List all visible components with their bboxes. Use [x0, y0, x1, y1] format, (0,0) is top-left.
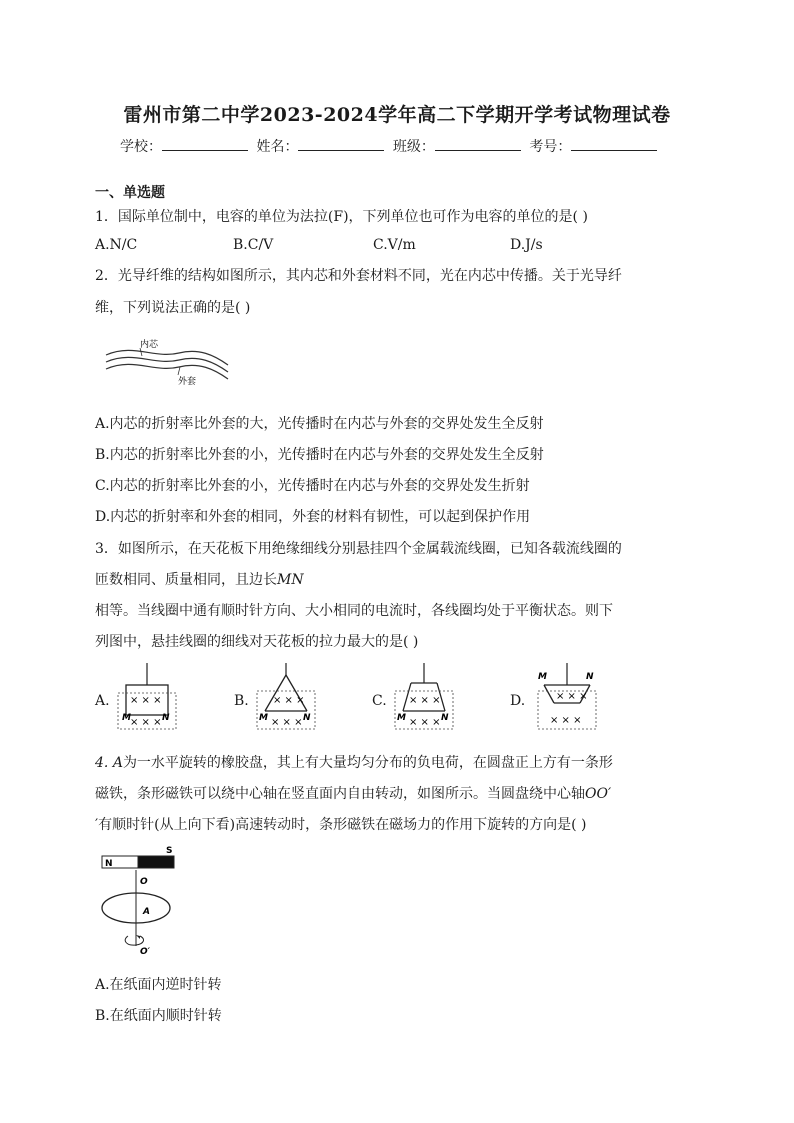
q2-option-a: A.内芯的折射率比外套的大，光传播时在内芯与外套的交界处发生全反射 — [95, 416, 544, 432]
section-heading: 一、单选题 — [95, 185, 165, 201]
school-blank[interactable] — [162, 138, 248, 151]
q3-label-c: C. — [372, 693, 387, 709]
q2-option-c: C.内芯的折射率比外套的小，光传播时在内芯与外套的交界处发生折射 — [95, 478, 530, 494]
q4-magnet-disk-figure — [100, 842, 180, 958]
q2-stem-line2: 维，下列说法正确的是( ) — [95, 300, 251, 316]
class-label: 班级： — [392, 139, 435, 155]
q3c-cross-top: × × × — [409, 695, 441, 706]
class-blank[interactable] — [435, 138, 521, 151]
q3b-n-label: N — [303, 713, 311, 723]
disk-a-label: A — [143, 907, 150, 917]
q2-option-b: B.内芯的折射率比外套的小，光传播时在内芯与外套的交界处发生全反射 — [95, 447, 544, 463]
q4-option-a: A.在纸面内逆时针转 — [95, 977, 222, 993]
q4-oo-symbol: OO′ — [585, 786, 612, 802]
q3a-m-label: M — [122, 713, 131, 723]
q3c-cross-bottom: × × × — [409, 717, 441, 728]
q3b-cross-top: × × × — [273, 695, 305, 706]
student-info-line — [120, 136, 661, 156]
q3d-m-label: M — [538, 672, 547, 682]
q3-label-b: B. — [234, 693, 249, 709]
q3-figure-d — [534, 663, 600, 735]
fig-cladding-label: 外套 — [178, 377, 197, 387]
name-label: 姓名： — [256, 139, 299, 155]
q3-mn-symbol: MN — [277, 572, 304, 588]
q3a-cross-bottom: × × × — [130, 717, 162, 728]
q3d-cross-bottom: × × × — [550, 715, 582, 726]
q4-a-symbol: A — [112, 755, 123, 771]
q3-figure-c — [393, 663, 455, 735]
q3a-cross-top: × × × — [130, 695, 162, 706]
q3-label-d: D. — [510, 693, 526, 709]
q3-figure-b — [255, 663, 317, 735]
q4-number: 4. — [95, 755, 109, 771]
q3d-n-label: N — [586, 672, 594, 682]
q1-option-a: A.N/C — [95, 237, 138, 253]
number-blank[interactable] — [571, 138, 657, 151]
q4-stem-line1-text: 为一水平旋转的橡胶盘，其上有大量均匀分布的负电荷，在圆盘正上方有一条形 — [122, 755, 613, 771]
q4-stem-line3: ′有顺时针(从上向下看)高速转动时，条形磁铁在磁场力的作用下旋转的方向是( ) — [95, 817, 587, 833]
axis-o-prime-label: O′ — [140, 947, 151, 957]
q3-stem-line4: 列图中，悬挂线圈的细线对天花板的拉力最大的是( ) — [95, 634, 419, 650]
q3c-m-label: M — [397, 713, 406, 723]
q3-label-a: A. — [95, 693, 110, 709]
q3-stem-line2 — [95, 569, 304, 589]
optical-fiber-figure — [104, 335, 234, 387]
q4-stem-line1 — [95, 752, 613, 772]
name-blank[interactable] — [298, 138, 384, 151]
q2-option-d: D.内芯的折射率和外套的相同，外套的材料有韧性，可以起到保护作用 — [95, 509, 531, 525]
magnet-n-label: N — [105, 859, 113, 869]
q1-option-b: B.C/V — [233, 237, 274, 253]
q3-figure-a — [116, 663, 178, 733]
q4-stem-line2 — [95, 783, 611, 803]
q4-option-b: B.在纸面内顺时针转 — [95, 1008, 222, 1024]
q3-stem-line2-text: 匝数相同、质量相同，且边长 — [95, 572, 277, 588]
school-label: 学校： — [120, 139, 162, 155]
q3c-n-label: N — [441, 713, 449, 723]
q3a-n-label: N — [162, 713, 170, 723]
fig-core-label: 内芯 — [140, 340, 159, 350]
q1-option-c: C.V/m — [373, 237, 416, 253]
number-label: 考号： — [529, 139, 572, 155]
axis-o-label: O — [140, 877, 148, 887]
magnet-s-label: S — [166, 846, 173, 856]
q4-stem-line2-text: 磁铁，条形磁铁可以绕中心轴在竖直面内自由转动，如图所示。当圆盘绕中心轴 — [95, 786, 585, 802]
q2-stem-line1: 2．光导纤维的结构如图所示，其内芯和外套材料不同，光在内芯中传播。关于光导纤 — [95, 268, 622, 284]
q3b-m-label: M — [259, 713, 268, 723]
q3b-cross-bottom: × × × — [271, 717, 303, 728]
q1-option-d: D.J/s — [510, 237, 543, 253]
page-title: 雷州市第二中学2023-2024学年高二下学期开学考试物理试卷 — [123, 104, 671, 126]
q3d-cross-top: × × × — [556, 691, 588, 702]
q3-stem-line1: 3．如图所示，在天花板下用绝缘细线分别悬挂四个金属载流线圈，已知各载流线圈的 — [95, 541, 622, 557]
q3-stem-line3: 相等。当线圈中通有顺时针方向、大小相同的电流时，各线圈均处于平衡状态。则下 — [95, 603, 613, 619]
q1-stem: 1．国际单位制中，电容的单位为法拉(F)，下列单位也可作为电容的单位的是( ) — [95, 209, 588, 225]
